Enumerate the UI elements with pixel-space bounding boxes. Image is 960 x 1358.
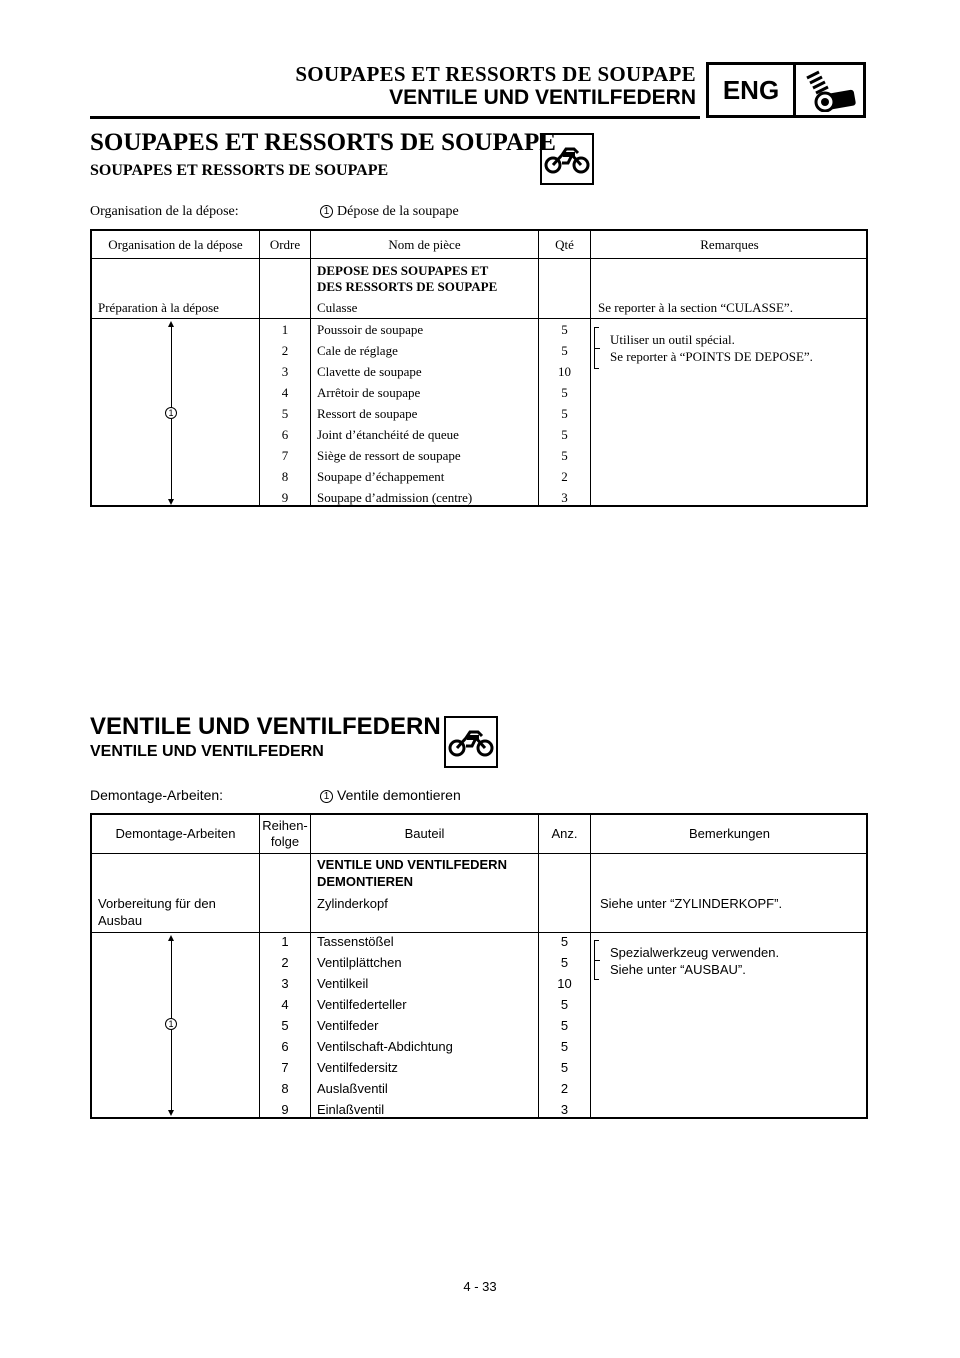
row-part: Tassenstößel: [317, 934, 394, 949]
col-header-order-line1: Reihen-: [262, 818, 308, 833]
row-part: Poussoir de soupape: [317, 322, 424, 337]
bracket-remark-line2: Siehe unter “AUSBAU”.: [610, 962, 746, 977]
col-header-org: Organisation de la dépose: [108, 237, 243, 252]
section-subtitle-fr: SOUPAPES ET RESSORTS DE SOUPAPE: [90, 162, 389, 179]
section-title-de: VENTILE UND VENTILFEDERN: [90, 713, 441, 740]
bracket-remark-line1: Utiliser un outil spécial.: [610, 332, 735, 347]
marker-icon: 1: [320, 205, 333, 218]
row-order: 5: [281, 406, 289, 421]
row-qty: 5: [561, 406, 568, 421]
bracket-remark-line2: Se reporter à “POINTS DE DEPOSE”.: [610, 349, 813, 364]
row-order: 6: [281, 1039, 289, 1054]
page-number: 4 - 33: [463, 1279, 497, 1294]
motorcycle-icon: [540, 133, 594, 185]
sequence-marker-icon: 1: [165, 1018, 177, 1030]
row-part: Ressort de soupape: [317, 406, 418, 421]
org-value-de: [320, 787, 461, 803]
row-qty: 3: [560, 1102, 569, 1117]
row-qty: 5: [561, 322, 568, 337]
prep-part: Zylinderkopf: [317, 896, 388, 911]
eng-badge: [706, 62, 866, 118]
row-qty: 5: [560, 1039, 569, 1054]
prep-remark: Se reporter à la section “CULASSE”.: [598, 300, 793, 315]
org-value-fr: [320, 204, 459, 220]
bracket-remark-line1: Spezialwerkzeug verwenden.: [610, 945, 780, 960]
col-header-qty: Anz.: [551, 826, 578, 841]
row-qty: 2: [561, 469, 568, 484]
row-qty: 5: [560, 955, 569, 970]
org-label-fr: Organisation de la dépose:: [90, 204, 239, 219]
row-part: Ventilschaft-Abdichtung: [317, 1039, 453, 1054]
row-order: 2: [281, 955, 289, 970]
col-header-remarks: Bemerkungen: [689, 826, 770, 841]
prep-org-line2: Ausbau: [98, 913, 143, 928]
marker-icon: 1: [320, 790, 333, 803]
row-order: 2: [281, 343, 289, 358]
row-part: Siège de ressort de soupape: [317, 448, 461, 463]
row-part: Ventilplättchen: [317, 955, 402, 970]
row-part: Ventilfeder: [317, 1018, 379, 1033]
row-part: Joint d’étanchéité de queue: [317, 427, 459, 442]
row-qty: 5: [560, 1018, 569, 1033]
group-title-line1: VENTILE UND VENTILFEDERN: [317, 857, 507, 872]
org-value-text: Dépose de la soupape: [337, 204, 459, 219]
row-qty: 5: [560, 997, 569, 1012]
row-qty: 2: [560, 1081, 569, 1096]
row-order: 5: [281, 1018, 289, 1033]
col-header-order: Ordre: [269, 237, 301, 252]
header-title-de: VENTILE UND VENTILFEDERN: [389, 86, 696, 109]
header-title-fr: SOUPAPES ET RESSORTS DE SOUPAPE: [295, 62, 696, 86]
row-order: 4: [281, 997, 289, 1012]
row-order: 3: [281, 364, 289, 379]
valve-spring-icon: [796, 65, 863, 115]
prep-org: Préparation à la dépose: [98, 300, 219, 315]
row-qty: 10: [557, 976, 572, 991]
group-title-line1: DEPOSE DES SOUPAPES ET: [317, 263, 489, 278]
row-order: 9: [281, 490, 289, 505]
row-order: 1: [281, 934, 289, 949]
row-order: 7: [281, 1060, 289, 1075]
col-header-part: Nom de pièce: [388, 237, 461, 252]
col-header-qty: Qté: [555, 237, 574, 252]
removal-table-de: [90, 813, 868, 1119]
row-part: Auslaßventil: [317, 1081, 388, 1096]
org-value-text: Ventile demontieren: [337, 787, 461, 803]
row-qty: 5: [560, 1060, 569, 1075]
row-qty: 5: [561, 385, 568, 400]
prep-org-line1: Vorbereitung für den: [98, 896, 216, 911]
section-title-fr: SOUPAPES ET RESSORTS DE SOUPAPE: [90, 129, 556, 156]
row-part: Clavette de soupape: [317, 364, 422, 379]
row-order: 9: [281, 1102, 289, 1117]
row-part: Cale de réglage: [317, 343, 398, 358]
row-qty: 3: [561, 490, 568, 505]
col-header-remarks: Remarques: [700, 237, 759, 252]
group-title-line2: DES RESSORTS DE SOUPAPE: [317, 279, 498, 294]
section-subtitle-de: VENTILE UND VENTILFEDERN: [90, 743, 324, 760]
row-order: 4: [281, 385, 289, 400]
row-qty: 10: [558, 364, 571, 379]
row-part: Ventilfedersitz: [317, 1060, 398, 1075]
row-qty: 5: [561, 427, 568, 442]
header-rule: [90, 116, 700, 119]
prep-remark: Siehe unter “ZYLINDERKOPF”.: [600, 896, 783, 911]
group-title-line2: DEMONTIEREN: [317, 874, 414, 889]
eng-badge-label: ENG: [709, 65, 796, 115]
row-qty: 5: [560, 934, 569, 949]
row-order: 6: [281, 427, 289, 442]
row-qty: 5: [561, 343, 568, 358]
row-order: 8: [281, 1081, 289, 1096]
row-part: Ventilkeil: [317, 976, 369, 991]
row-order: 1: [281, 322, 289, 337]
row-part: Einlaßventil: [317, 1102, 385, 1117]
col-header-order-line2: folge: [270, 834, 300, 849]
row-part: Arrêtoir de soupape: [317, 385, 421, 400]
col-header-part: Bauteil: [404, 826, 445, 841]
row-order: 7: [281, 448, 289, 463]
row-part: Soupape d’échappement: [317, 469, 445, 484]
row-part: Ventilfederteller: [317, 997, 407, 1012]
org-label-de: Demontage-Arbeiten:: [90, 787, 224, 803]
prep-part: Culasse: [317, 300, 358, 315]
removal-table-fr: [90, 229, 868, 507]
row-order: 8: [281, 469, 289, 484]
sequence-marker-icon: 1: [165, 407, 177, 419]
col-header-org: Demontage-Arbeiten: [115, 826, 236, 841]
row-qty: 5: [561, 448, 568, 463]
row-part: Soupape d’admission (centre): [317, 490, 473, 505]
row-order: 3: [281, 976, 289, 991]
motorcycle-icon: [444, 716, 498, 768]
